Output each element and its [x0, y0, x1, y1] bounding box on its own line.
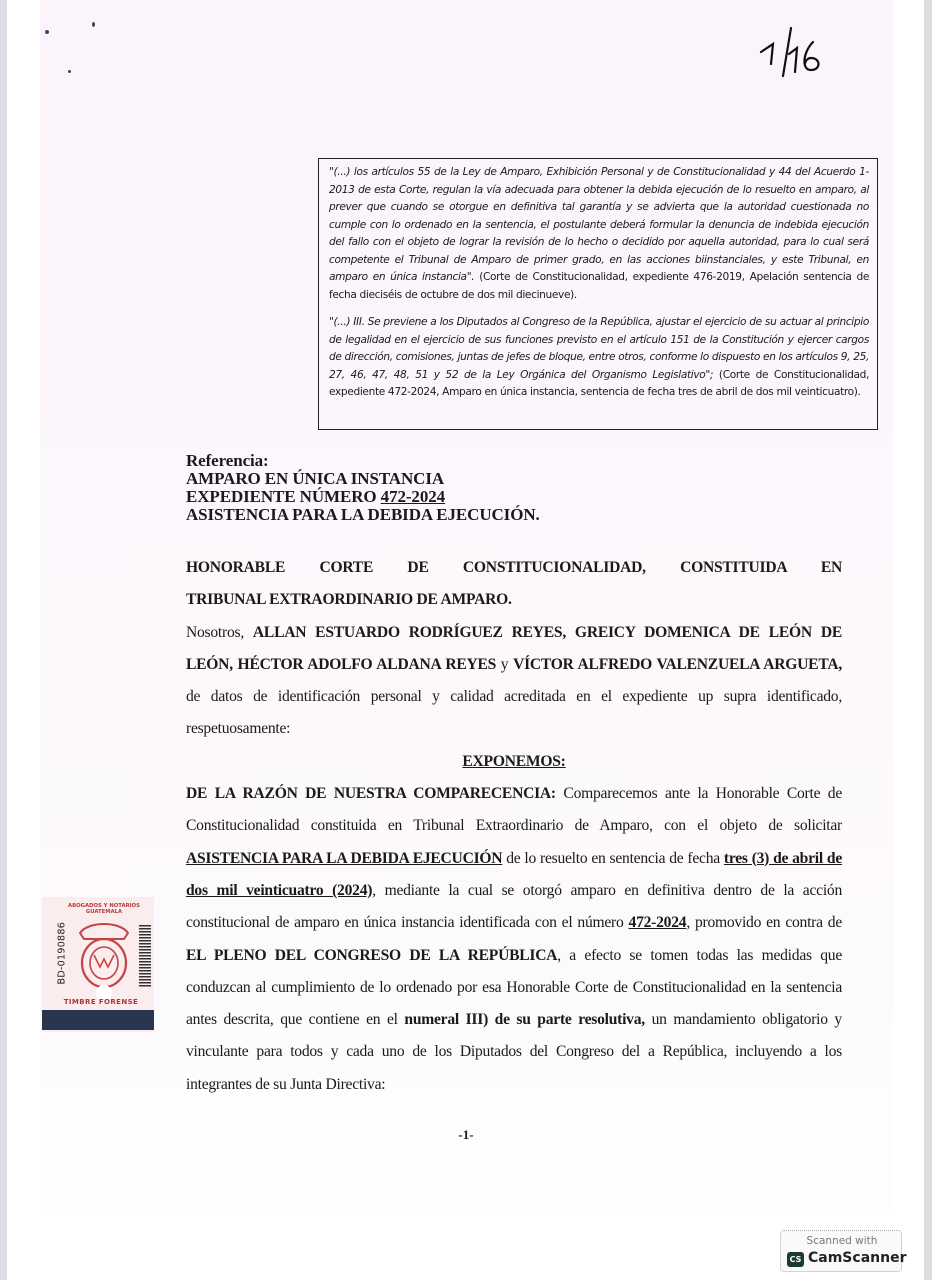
reference-line-3: ASISTENCIA PARA LA DEBIDA EJECUCIÓN.	[186, 505, 540, 524]
camscanner-logo-icon: CS	[787, 1252, 804, 1267]
reference-label: Referencia:	[186, 451, 269, 470]
section-numeral: numeral III) de su parte resolutiva,	[404, 1011, 645, 1029]
section-date: tres (3) de abril de dos mil veinticuatro (2024)	[186, 849, 842, 899]
section-text-6: un mandamiento obligatorio y vinculante para todos y cada uno de los Diputados del Congreso del a República, incluyendo a los integrantes de su Junta Directiva:	[186, 1011, 842, 1093]
camscanner-badge	[780, 1230, 907, 1272]
document-body	[186, 552, 842, 1101]
intro-conjunction: y	[496, 655, 514, 673]
page-number: -1-	[458, 1127, 474, 1142]
stamp-footer: TIMBRE FORENSE	[63, 998, 139, 1006]
section-paragraph	[186, 778, 842, 1101]
section-text-1: Comparecemos ante la Honorable Corte de Constitucionalidad constituida en Tribunal Extraordinario de Amparo, con el objeto de solicitar	[186, 785, 843, 835]
stamp-serial: BD-0190886	[56, 921, 68, 985]
quote-2-text: "(...) III. Se previene a los Diputados al Congreso de la República, ajustar el ejercicio de su actuar al principio de legalidad en el ejercicio de sus funciones previsto en el artículo 151 de la Constitución y ejercer cargos de dirección, comisiones, juntas de jefes de bloque, entre otros, conforme lo dispuesto en los artículos 9, 25, 27, 46, 47, 48, 51 y 52 de la Ley Orgánica del Organismo Legislativo";	[329, 316, 870, 381]
intro-prefix: Nosotros,	[186, 623, 253, 641]
stamp-security-band	[42, 1010, 154, 1030]
section-text-2: de lo resuelto en sentencia de fecha	[502, 849, 724, 867]
quote-1	[329, 164, 869, 304]
scanned-with-label: Scanned with	[806, 1235, 878, 1247]
intro-names: ALLAN ESTUARDO RODRÍGUEZ REYES, GREICY DOMENICA DE LEÓN DE LEÓN, HÉCTOR ADOLFO ALDANA REYES	[186, 623, 842, 673]
section-emphasis-1: ASISTENCIA PARA LA DEBIDA EJECUCIÓN	[186, 849, 503, 867]
scan-specks	[40, 18, 110, 78]
intro-paragraph	[186, 617, 842, 746]
reference-line-1: AMPARO EN ÚNICA INSTANCIA	[186, 469, 445, 488]
reference-line-2	[186, 488, 540, 506]
reference-block	[186, 452, 540, 524]
quote-1-text: "(...) los artículos 55 de la Ley de Amparo, Exhibición Personal y de Constitucionalidad y 44 del Acuerdo 1-2013 de esta Corte, regulan la vía adecuada para obtener la debida ejecución de lo resuelto en amparo, al prever que cuando se otorgue en definitiva tal garantía y se advierta que la autoridad cuestionada no cumple con lo ordenado en la sentencia, el postulante deberá formular la denuncia de indebida ejecución del fallo con el objeto de lograr la revisión de lo hecho o decidido por aquella autoridad, para lo cual será competente el Tribunal de Amparo de primer grado, en las acciones biinstanciales, y este Tribunal, en amparo en única instancia".	[329, 166, 869, 283]
section-text-3: , mediante la cual se otorgó amparo en definitiva dentro de la acción constitucional de amparo en única instancia identificada con el número	[186, 881, 842, 932]
quote-2-citation: (Corte de Constitucionalidad, expediente 472-2024, Amparo en única instancia, sentencia de fecha tres de abril de dos mil veinticuatro).	[329, 368, 869, 398]
reference-line-2-prefix: EXPEDIENTE NÚMERO	[186, 487, 381, 506]
intro-name-last: VÍCTOR ALFREDO VALENZUELA ARGUETA,	[513, 655, 842, 673]
addressee-line-1: HONORABLE CORTE DE CONSTITUCIONALIDAD, CONSTITUIDA EN	[186, 559, 842, 576]
section-text-5: , a efecto se tomen todas las medidas que conduzcan al cumplimiento de lo ordenado por esa Honorable Corte de Constitucionalidad en la sentencia antes descrita, que contiene en el	[186, 946, 842, 1029]
quote-2	[329, 314, 869, 402]
case-number: 472-2024	[380, 487, 446, 506]
section-case-number: 472-2024	[628, 914, 687, 932]
coat-of-arms-icon	[72, 919, 136, 999]
page-edge-left	[0, 0, 7, 1280]
section-text-4: , promovido en contra de	[686, 914, 843, 932]
page-edge-right	[924, 0, 932, 1280]
section-title: DE LA RAZÓN DE NUESTRA COMPARECENCIA:	[186, 785, 556, 803]
stamp-barcode	[139, 925, 151, 987]
handwritten-folio	[755, 18, 855, 78]
folio-handwriting-icon	[755, 18, 855, 78]
section-heading: EXPONEMOS:	[462, 752, 566, 770]
intro-rest: de datos de identificación personal y calidad acreditada en el expediente up supra identificado, respetuosamente:	[186, 688, 842, 738]
quote-1-citation: (Corte de Constitucionalidad, expediente 476-2019, Apelación sentencia de fecha dieciséis de octubre de dos mil diecinueve).	[329, 271, 869, 301]
timbre-forense-stamp	[42, 897, 154, 1032]
stamp-header: ABOGADOS Y NOTARIOS GUATEMALA	[68, 903, 140, 915]
jurisprudence-quote-box	[318, 158, 878, 430]
camscanner-brand: CamScanner	[808, 1250, 907, 1266]
addressee-line-2: TRIBUNAL EXTRAORDINARIO DE AMPARO.	[186, 591, 512, 609]
section-respondent: EL PLENO DEL CONGRESO DE LA REPÚBLICA	[186, 946, 558, 964]
